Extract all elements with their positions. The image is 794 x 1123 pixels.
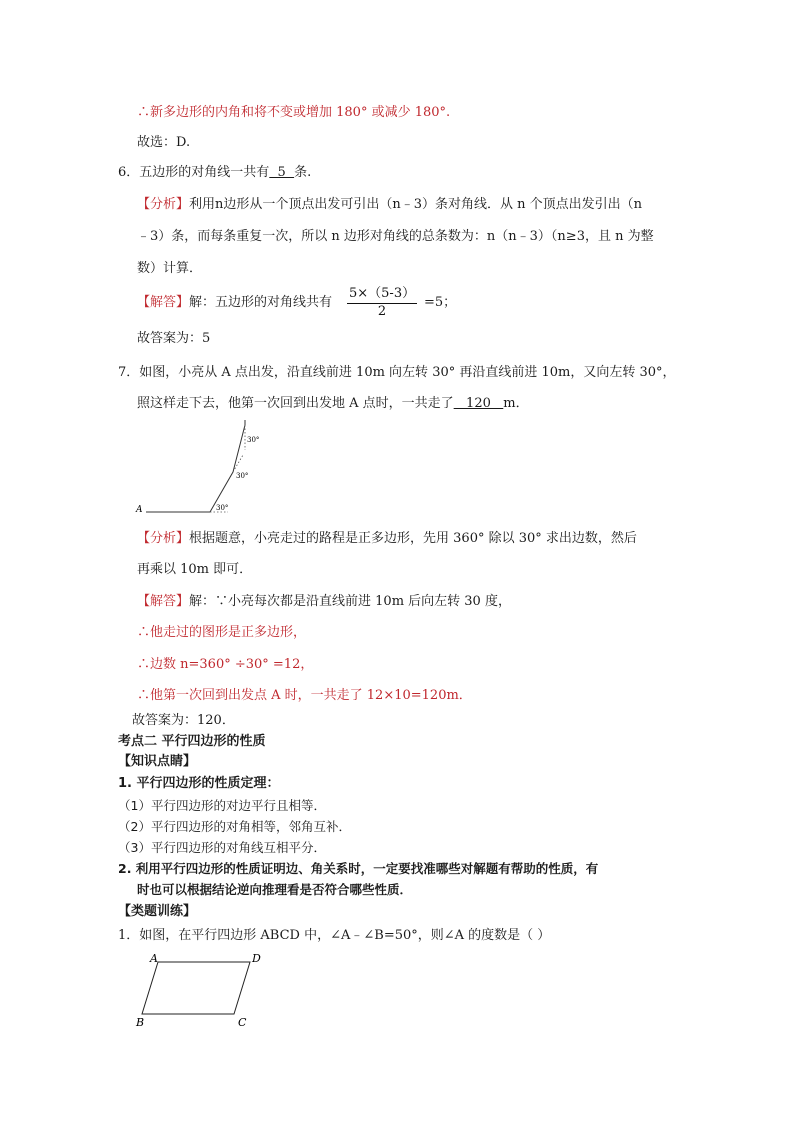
q7-analysis-tag: 【分析】 [137,531,190,546]
q7-analysis-line2: 再乘以 10m 即可． [137,562,253,577]
q7-extension-2 [233,455,243,472]
q7-angle-label-1: 30° [216,504,229,512]
q6-analysis-text1: 利用n边形从一个顶点出发可引出（n﹣3）条对角线．从 n 个顶点出发引出（n [189,197,643,212]
q6-stem-prefix: 6．五边形的对角线一共有 [118,165,270,180]
q6-solution-line [137,294,332,312]
q7-solution-line2: ∴他走过的图形是正多边形， [137,625,307,640]
q7-stem-suffix: m． [503,396,529,411]
parallelogram-figure [130,948,270,1033]
q6-blank: 5 [269,165,295,180]
q6-solution-text: 解：五边形的对角线共有 [189,295,333,310]
q6-answer: 故答案为：5 [137,331,211,346]
q6-analysis-tag: 【分析】 [137,197,190,212]
q7-solution-tag: 【解答】 [137,594,190,609]
vertex-c-label: C [238,1016,247,1029]
property-2: （2）平行四边形的对角相等，邻角互补． [118,819,351,834]
q6-fraction-numerator: 5×（5-3） [347,286,417,304]
q7-answer: 故答案为：120． [132,713,235,728]
knowledge-tag: 【知识点睛】 [118,754,197,769]
q7-angle-label-3: 30° [247,436,260,444]
q6-fraction-denominator: 2 [377,304,387,319]
q7-label-a: A [136,505,143,515]
property-1: （1）平行四边形的对边平行且相等． [118,798,326,813]
q7-path-figure [130,420,260,520]
q6-stem [118,164,311,182]
q7-analysis-text1: 根据题意，小亮走过的路程是正多边形，先用 360° 除以 30° 求出边数，然后 [189,531,637,546]
q6-fraction [347,286,417,320]
q7-solution-line1 [137,593,511,611]
q6-fraction-tail: =5； [424,295,457,310]
q7-walk-path [146,425,245,512]
q6-stem-suffix: 条. [294,165,312,180]
q5-conclusion: ∴新多边形的内角和将不变或增加 180° 或减少 180°. [137,105,451,120]
q7-blank: 120 [453,396,504,411]
p1-stem: 1．如图，在平行四边形 ABCD 中，∠A﹣∠B=50°，则∠A 的度数是（ ） [118,928,551,943]
property-3: （3）平行四边形的对角线互相平分． [118,840,326,855]
q7-stem-line1: 7．如图，小亮从 A 点出发，沿直线前进 10m 向左转 30° 再沿直线前进 10m，又向左转 30°， [118,365,676,380]
q7-analysis-line1 [137,530,637,548]
q6-analysis-line3: 数）计算． [137,261,203,276]
q6-solution-tag: 【解答】 [137,295,190,310]
q6-analysis-line2: ﹣3）条，而每条重复一次，所以 n 边形对角线的总条数为：n（n﹣3）（n≥3，且 n 为整 [137,229,654,244]
parallelogram-abcd [142,962,250,1014]
q5-answer: 故选：D. [137,135,191,150]
q7-angle-label-2: 30° [236,472,249,480]
q7-solution-line3: ∴边数 n=360° ÷30° =12， [137,657,314,672]
knowledge-item2-line1: 2. 利用平行四边形的性质证明边、角关系时，一定要找准哪些对解题有帮助的性质，有 [118,861,599,876]
vertex-a-label: A [150,952,158,965]
vertex-b-label: B [136,1016,145,1029]
q7-stem-prefix: 照这样走下去，他第一次回到出发地 A 点时，一共走了 [137,396,454,411]
knowledge-item2-line2: 时也可以根据结论逆向推理看是否符合哪些性质． [137,882,413,897]
knowledge-item1: 1. 平行四边形的性质定理： [118,776,280,791]
q7-stem-line2 [137,395,529,413]
vertex-d-label: D [252,952,261,965]
q7-solution-text1: 解：∵小亮每次都是沿直线前进 10m 后向左转 30 度， [189,594,511,609]
practice-tag: 【类题训练】 [118,904,197,919]
q6-analysis-line1 [137,196,642,214]
q7-solution-line4: ∴他第一次回到出发点 A 时，一共走了 12×10=120m． [137,688,472,703]
section2-title: 考点二 平行四边形的性质 [118,734,266,749]
